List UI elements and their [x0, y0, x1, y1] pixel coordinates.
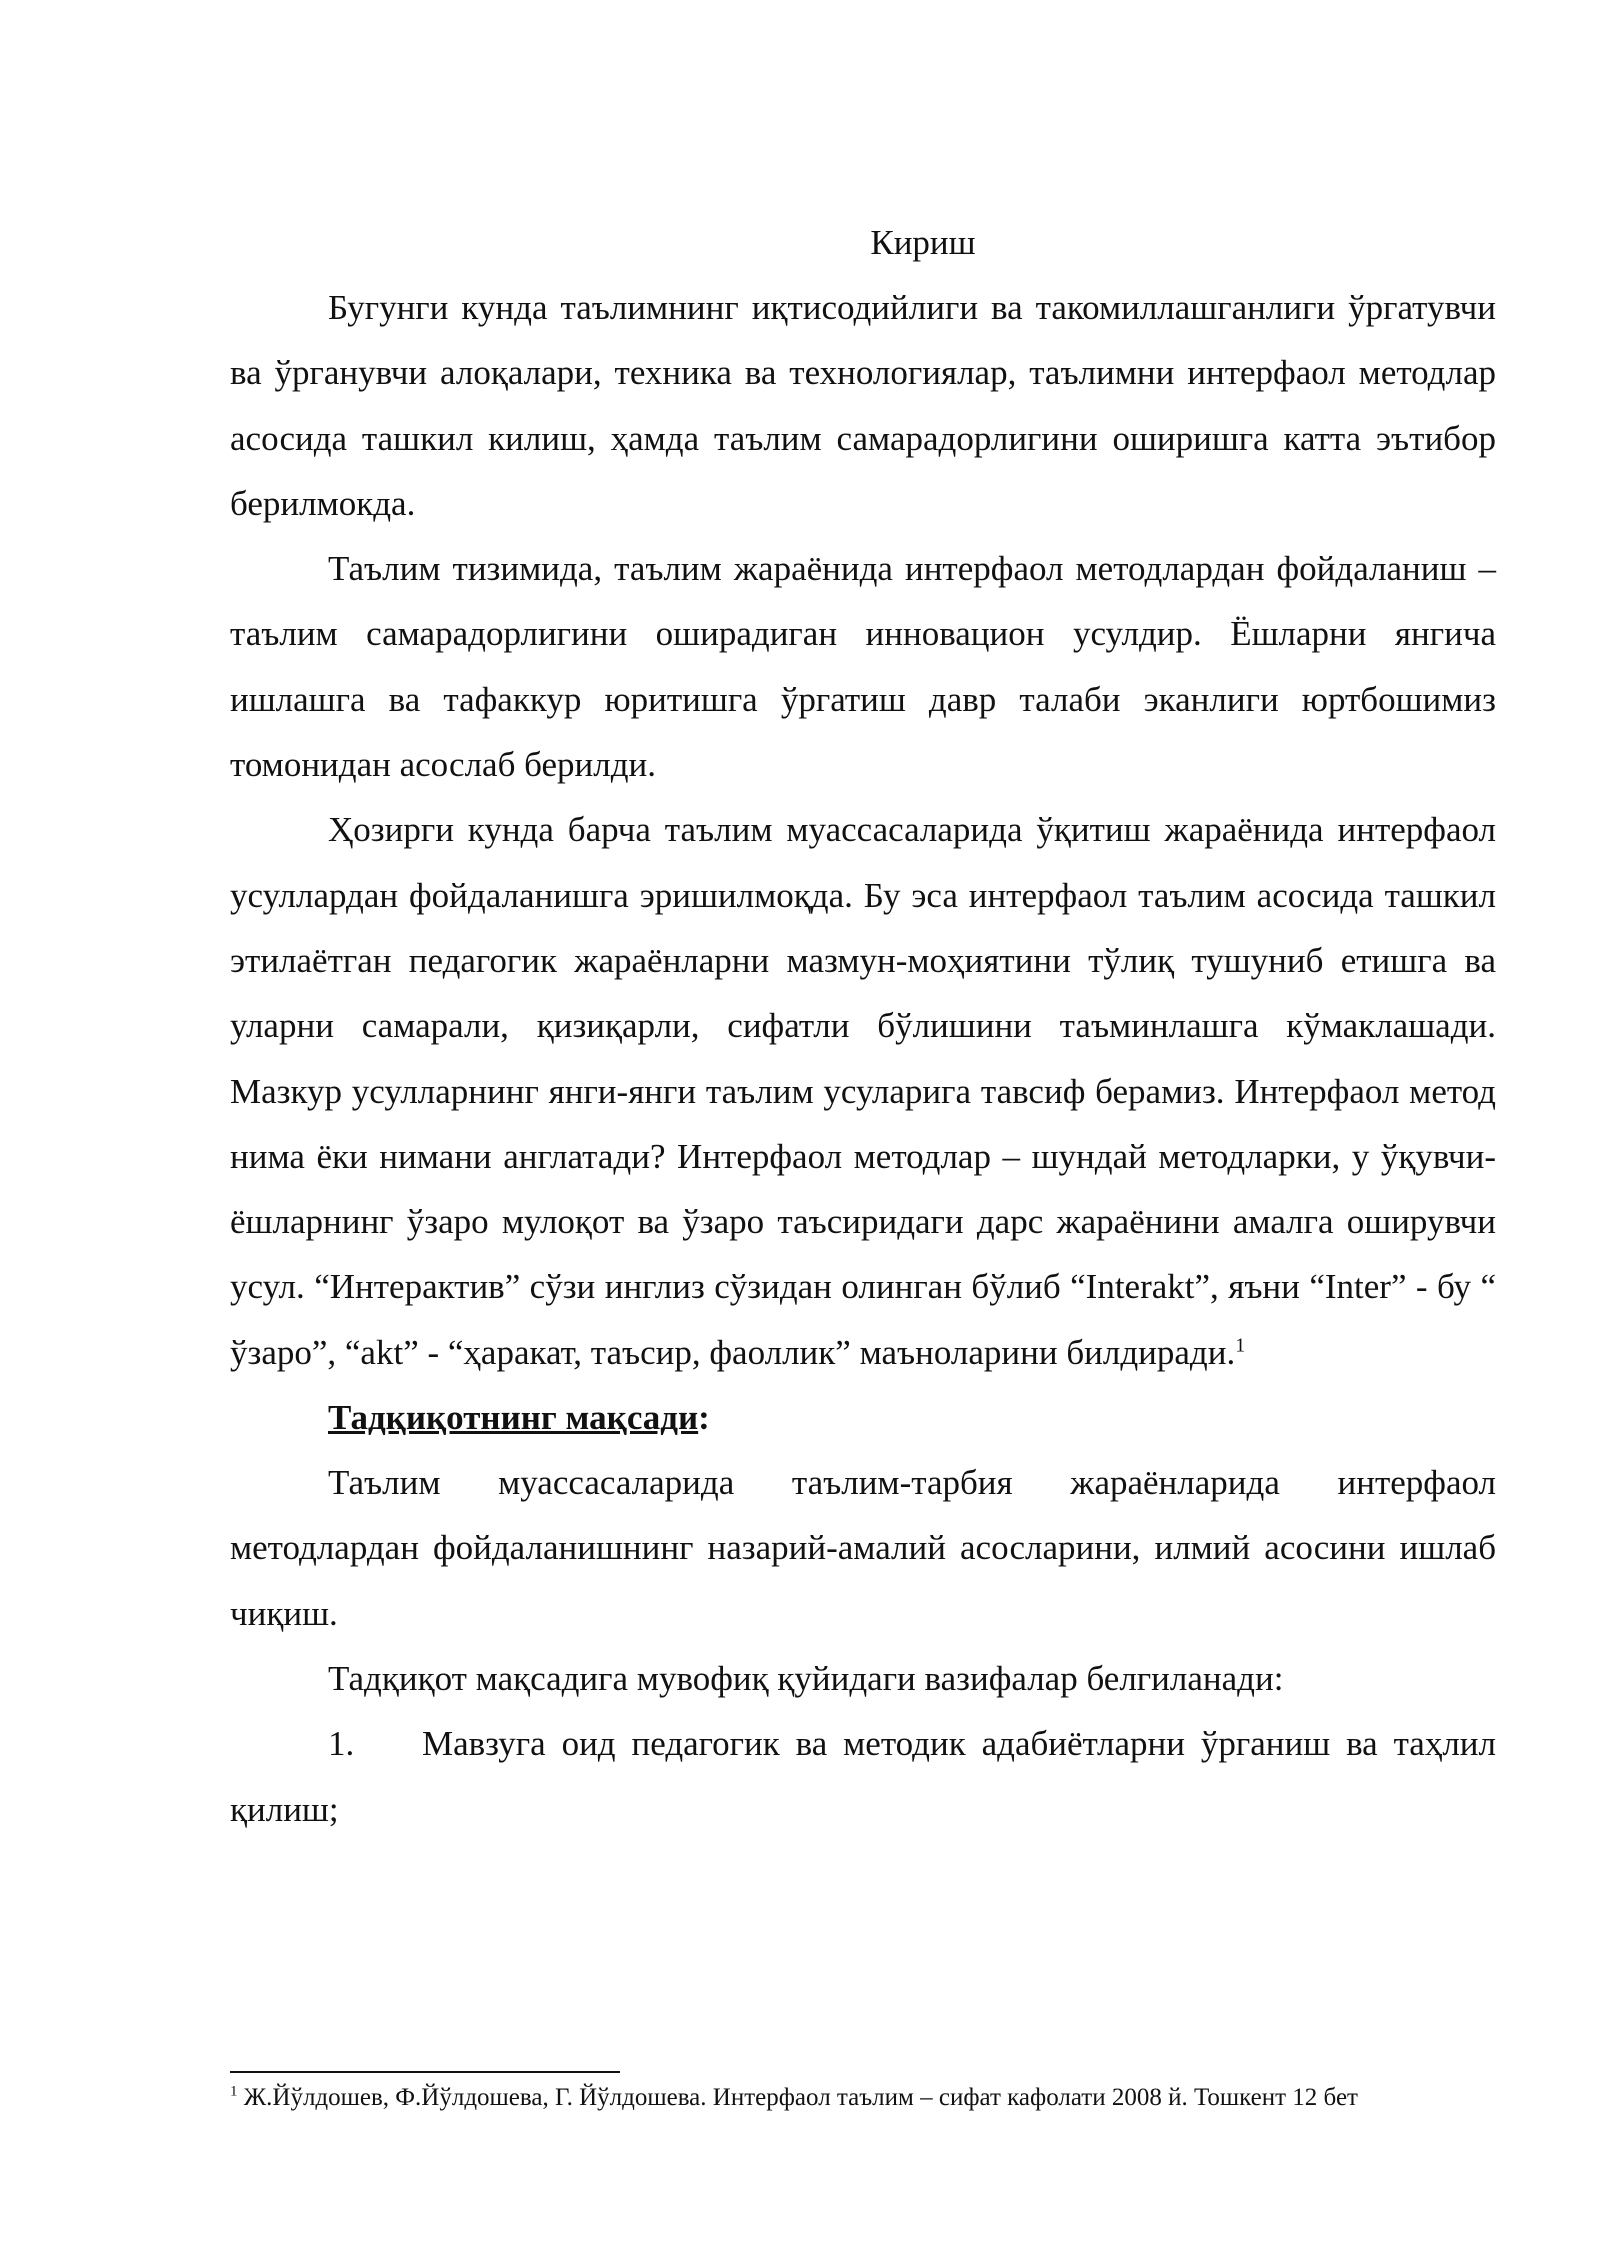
section-heading-text: Тадқиқотнинг мақсади: [328, 1398, 699, 1438]
goal-paragraph: Таълим муассасаларида таълим-тарбия жараёнларида интерфаол методлардан фойдаланишнинг назарий-амалий асосларини, илмий асосини ишлаб чиқиш.: [230, 1463, 1496, 1633]
footnote-divider: [230, 2071, 620, 2073]
paragraph-2: Таълим тизимида, таълим жараёнида интерфаол методлардан фойдаланиш – таълим самарадорлигини оширадиган инновацион усулдир. Ёшларни янгича ишлашга ва тафаккур юритишга ўргатиш давр талаби эканлиги юртбошимиз томонидан асослаб берилди.: [230, 549, 1496, 785]
list-item-text: Мавзуга оид педагогик ва методик адабиётларни ўрганиш ва таҳлил қилиш;: [230, 1724, 1496, 1829]
document-page: [230, 210, 1496, 1842]
tasks-intro: Тадқиқот мақсадига мувофиқ қуйидаги вазифалар белгиланади:: [328, 1658, 1284, 1698]
page-title: Кириш: [870, 223, 976, 262]
paragraph-3-text: Ҳозирги кунда барча таълим муассасаларида ўқитиш жараёнида интерфаол усуллардан фойдаланишга эришилмоқда. Бу эса интерфаол таълим асосида ташкил этилаётган педагогик жараёнларни мазмун-моҳиятини тўлиқ тушуниб етишга ва уларни самарали, қизиқарли, сифатли бўлишини таъминлашга кўмаклашади. Мазкур усулларнинг янги-янги таълим усуларига тавсиф берамиз. Интерфаол метод нима ёки нимани англатади? Интерфаол методлар – шундай методларки, у ўқувчи-ёшларнинг ўзаро мулоқот ва ўзаро таъсиридаги дарс жараёнини амалга оширувчи усул. “Интерактив” сўзи инглиз сўзидан олинган бўлиб “Interakt”, яъни “Inter” - бу “ ўзаро”, “akt” - “ҳаракат, таъсир, фаоллик” маъноларини билдиради.: [230, 810, 1496, 1372]
list-item-number: 1.: [328, 1724, 355, 1764]
section-heading: [230, 1385, 1496, 1450]
list-item: [230, 1711, 1496, 1842]
paragraph-3: [230, 797, 1496, 1385]
section-heading-colon: :: [698, 1398, 710, 1438]
footnote-mark: 1: [230, 2083, 238, 2100]
footnote-text: Ж.Йўлдошев, Ф.Йўлдошева, Г. Йўлдошева. Интерфаол таълим – сифат кафолати 2008 й. Тошкент 12 бет: [237, 2084, 1358, 2111]
paragraph-1: Бугунги кунда таълимнинг иқтисодийлиги ва такомиллашганлиги ўргатувчи ва ўрганувчи алоқалари, техника ва технологиялар, таълимни интерфаол методлар асосида ташкил килиш, ҳамда таълим самарадорлигини оширишга катта эътибор берилмокда.: [230, 288, 1496, 523]
footnote-reference[interactable]: 1: [1235, 1334, 1246, 1357]
footnote: [230, 2081, 1530, 2115]
